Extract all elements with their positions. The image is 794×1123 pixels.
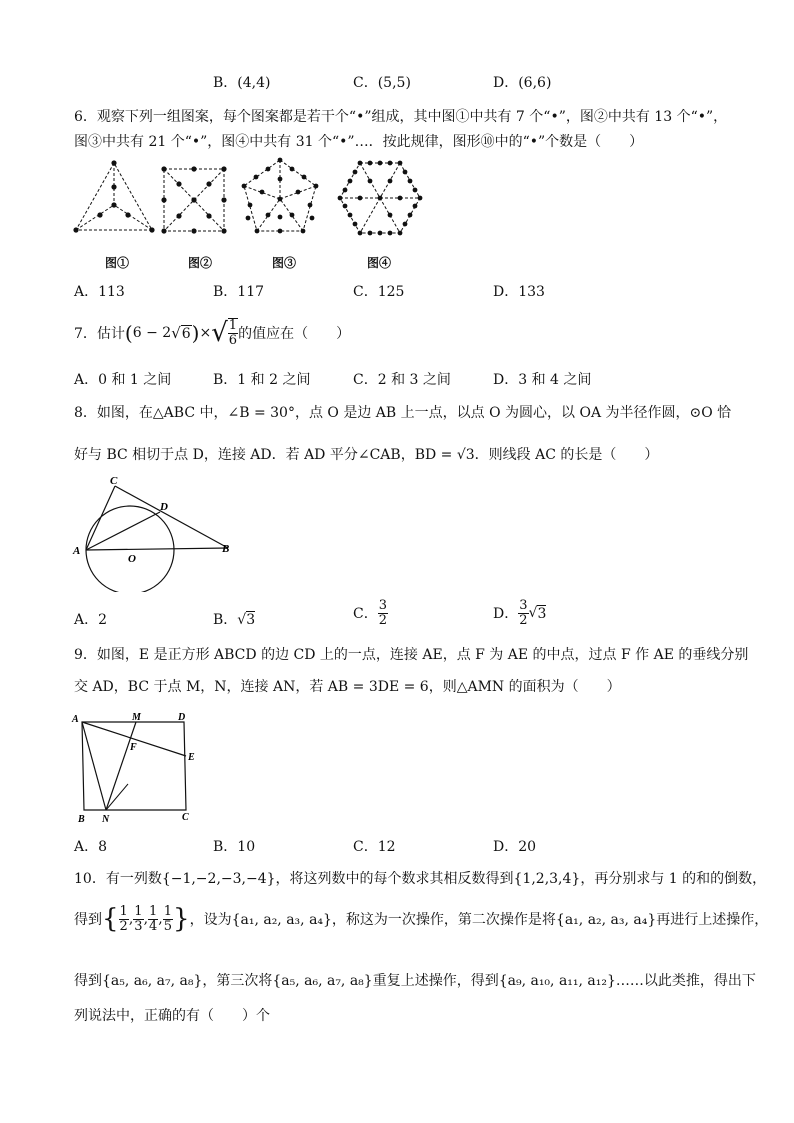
q8-option-d [493,599,546,627]
q9-figure [70,710,210,826]
q6-stem-line2: 图③中共有 21 个“•”，图④中共有 31 个“•”…．按此规律，图形⑩中的“•”个数是（ ） [74,134,644,150]
q9-option-c: C．12 [353,839,396,855]
q7-option-a: A．0 和 1 之间 [74,372,172,388]
q8-option-c-num: 3 [378,598,387,613]
q8-label-c: C [110,475,118,487]
q7-paren-open: ( [124,321,133,345]
q8-label-o: O [128,553,136,565]
q8-option-d-den: 2 [519,612,528,628]
q6-stem-line1: 6．观察下列一组图案，每个图案都是若干个“•”组成，其中图①中共有 7 个“•”，图②中共有 13 个“•”， [74,109,728,125]
q10-brace-open: { [102,904,119,934]
q8-stem-line1: 8．如图，在△ABC 中，∠B = 30°，点 O 是边 AB 上一点，以点 O 为圆心，以 OA 为半径作圆，⊙O 恰 [74,405,732,421]
q9-option-d: D．20 [493,839,537,855]
q8-option-c [353,599,388,627]
q9-label-n: N [102,814,110,825]
q10-stem-line1: 10．有一列数{−1,−2,−3,−4}，将这列数中的每个数求其相反数得到{1,2,3,4}，再分别求与 1 的和的倒数， [74,871,767,887]
q8-option-b-rad: 3 [246,612,256,628]
q8-option-c-frac [378,599,388,627]
q7-fraction [228,318,238,347]
q9-label-m: M [132,712,141,723]
q9-option-b: B．10 [213,839,256,855]
q5-option-d: D．(6,6) [493,75,552,91]
q8-option-a: A．2 [74,612,108,628]
q7-sqrt-sign-2: √ [211,318,228,348]
q10-frac-3: $\frac{1}{4}$ [149,903,158,934]
q10-stem-line2: 得到 { $\frac{1}{2}$ , $\frac{1}{3}$ , $\frac{1}{4}$ , $\frac{1}{5}$ } ，设为{a₁, a₂, a₃, a₄}，称这为一次操作，第二次操作是将{a₁, a₂, a₃, a₄}再进行上述操作， [74,903,769,934]
q7-sqrt-sign: √ [171,324,181,342]
q8-label-b: B [222,543,230,555]
q8-option-b-prefix: B． [213,612,238,628]
q5-option-c: C．(5,5) [353,75,411,91]
q8-label-a: A [73,545,81,557]
q8-figure [70,472,240,592]
q9-stem-line1: 9．如图，E 是正方形 ABCD 的边 CD 上的一点，连接 AE，点 F 为 AE 的中点，过点 F 作 AE 的垂线分别 [74,647,749,663]
q10-frac-2: $\frac{1}{3}$ [134,903,143,934]
q6-option-d: D．133 [493,284,545,300]
q7-suffix: 的值应在（ ） [238,326,351,342]
q10-stem-line3: 得到{a₅, a₆, a₇, a₈}，第三次将{a₅, a₆, a₇, a₈}重复上述操作，得到{a₉, a₁₀, a₁₁, a₁₂}……以此类推，得出下 [74,973,756,989]
q6-option-a: A．113 [74,284,125,300]
q8-option-d-prefix: D． [493,606,519,623]
q8-option-c-den: 2 [378,612,387,628]
q6-figure-3 [244,160,316,231]
q7-frac-num: 1 [228,318,238,334]
q7-option-b: B．1 和 2 之间 [213,372,311,388]
q8-option-b-sqrt: √ [237,612,247,628]
q6-option-c: C．125 [353,284,405,300]
q8-option-d-sqrt: √ [528,605,538,622]
q6-figure-label-4: 图④ [367,256,392,270]
q7-expr-left: 6 − 2 [132,325,172,341]
q7-option-d: D．3 和 4 之间 [493,372,592,388]
q8-option-d-num: 3 [519,598,528,613]
q7-paren-close: ) [191,321,200,345]
q7-frac-den: 6 [228,333,238,348]
q6-figure-label-1: 图① [105,256,130,270]
q9-label-b: B [78,814,85,825]
q6-figure-label-2: 图② [188,256,213,270]
q9-label-e: E [188,752,195,763]
q10-line2-suffix: ，设为{a₁, a₂, a₃, a₄}，称这为一次操作，第二次操作是将{a₁, a₂, a₃, a₄}再进行上述操作， [189,912,769,928]
q8-option-d-frac [518,599,528,627]
q6-figure-1 [76,163,152,230]
q9-label-d: D [178,712,186,723]
q10-frac-1: $\frac{1}{2}$ [119,903,128,934]
q9-label-f: F [130,742,137,753]
q10-brace-close: } [173,904,190,934]
q6-figure-label-3: 图③ [272,256,297,270]
q8-option-b [213,609,255,629]
q7-prefix: 7．估计 [74,326,125,342]
q8-stem-line2: 好与 BC 相切于点 D，连接 AD．若 AD 平分∠CAB，BD = √3．则线段 AC 的长是（ ） [74,447,659,463]
q8-option-d-rad: 3 [537,605,547,622]
q9-option-a: A．8 [74,839,108,855]
q9-stem-line2: 交 AD，BC 于点 M，N，连接 AN，若 AB = 3DE = 6，则△AMN 的面积为（ ） [74,679,621,695]
q10-frac-4: $\frac{1}{5}$ [163,903,173,934]
q7-times: × [199,325,212,341]
q8-label-d: D [160,501,168,513]
q10-line2-prefix: 得到 [74,912,102,928]
q9-label-c: C [182,812,189,823]
q7-stem [74,318,350,348]
q9-label-a: A [72,714,79,725]
q7-sqrt-inner: 6 [181,325,191,342]
q8-option-c-prefix: C． [353,606,378,623]
q10-stem-line4: 列说法中，正确的有（ ）个 [74,1008,270,1024]
q7-option-c: C．2 和 3 之间 [353,372,451,388]
q5-option-b: B．(4,4) [213,75,271,91]
q6-option-b: B．117 [213,284,265,300]
